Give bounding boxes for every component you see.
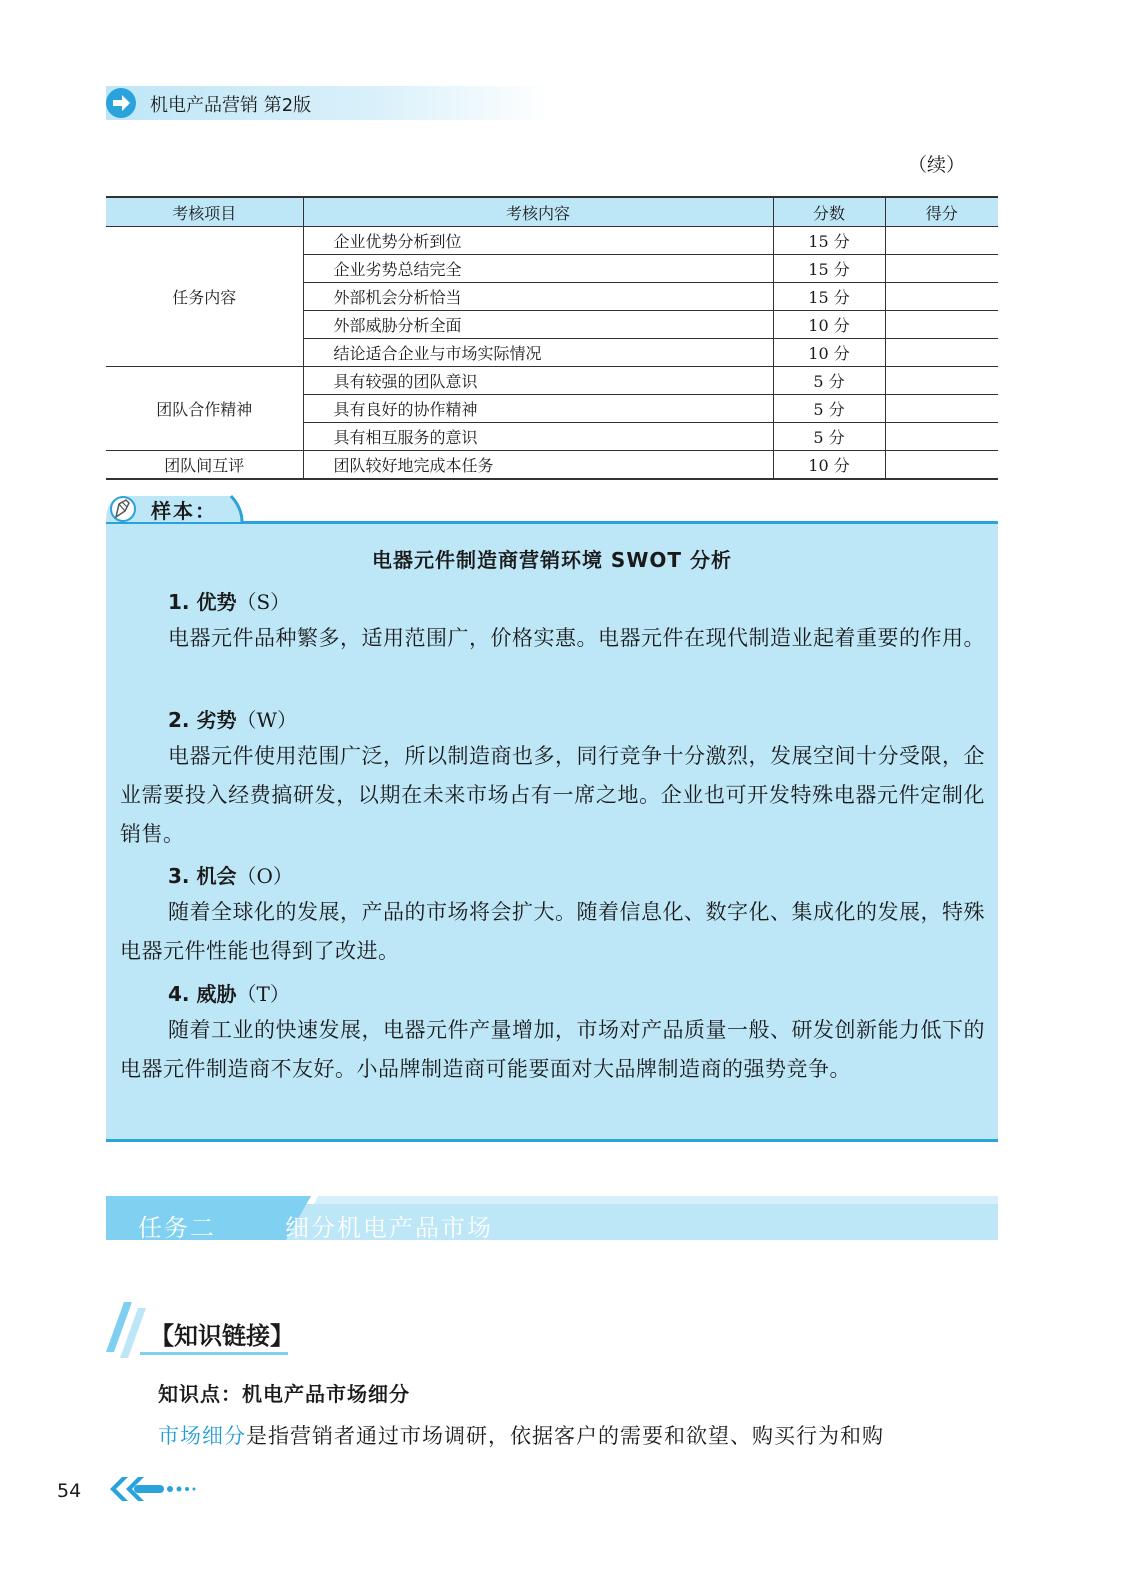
table-row <box>106 451 998 480</box>
running-header <box>106 86 551 120</box>
content-cell: 企业优势分析到位 <box>303 227 773 255</box>
result-cell <box>885 255 998 283</box>
table-row <box>106 367 998 395</box>
score-cell: 15 分 <box>773 227 885 255</box>
result-cell <box>885 311 998 339</box>
slash-decoration-icon <box>104 1300 149 1360</box>
result-cell <box>885 283 998 311</box>
score-cell: 10 分 <box>773 451 885 480</box>
knowledge-text: 是指营销者通过市场调研，依据客户的需要和欲望、购买行为和购 <box>246 1424 884 1448</box>
content-cell: 外部机会分析恰当 <box>303 283 773 311</box>
task-title: 细分机电产品市场 <box>285 1214 493 1242</box>
section-paragraph: 随着全球化的发展，产品的市场将会扩大。随着信息化、数字化、集成化的发展，特殊电器元件性能也得到了改进。 <box>120 900 985 963</box>
page-number: 54 <box>57 1480 82 1502</box>
section-heading: 3. 机会（O） <box>168 864 293 888</box>
category-cell: 任务内容 <box>106 227 303 367</box>
section-paragraph: 随着工业的快速发展，电器元件产量增加，市场对产品质量一般、研发创新能力低下的电器元件制造商不友好。小品牌制造商可能要面对大品牌制造商的强势竞争。 <box>120 1018 985 1081</box>
continued-label: （续） <box>908 154 966 176</box>
content-cell: 具有较强的团队意识 <box>303 367 773 395</box>
content-cell: 结论适合企业与市场实际情况 <box>303 339 773 367</box>
key-term: 市场细分 <box>158 1424 246 1448</box>
sample-title: 电器元件制造商营销环境 SWOT 分析 <box>371 548 733 572</box>
table-header-row <box>106 197 998 227</box>
section-heading: 1. 优势（S） <box>168 590 291 614</box>
knowledge-point: 知识点：机电产品市场细分 <box>158 1382 410 1406</box>
content-cell: 企业劣势总结完全 <box>303 255 773 283</box>
arrow-right-icon <box>106 88 136 118</box>
result-cell <box>885 227 998 255</box>
content-cell: 外部威胁分析全面 <box>303 311 773 339</box>
header-cell: 得分 <box>885 197 998 227</box>
section-paragraph: 电器元件品种繁多，适用范围广，价格实惠。电器元件在现代制造业起着重要的作用。 <box>168 626 985 650</box>
double-arrow-left-icon <box>108 1474 198 1504</box>
task-number: 任务二 <box>138 1214 216 1242</box>
category-cell: 团队合作精神 <box>106 367 303 451</box>
book-title: 机电产品营销 第2版 <box>150 95 312 116</box>
score-cell: 10 分 <box>773 311 885 339</box>
score-cell: 15 分 <box>773 283 885 311</box>
result-cell <box>885 339 998 367</box>
knowledge-paragraph <box>158 1420 884 1450</box>
result-cell <box>885 451 998 480</box>
sample-label: 样本： <box>151 499 217 523</box>
section-paragraph: 电器元件使用范围广泛，所以制造商也多，同行竞争十分激烈，发展空间十分受限，企业需要投入经费搞研发，以期在未来市场占有一席之地。企业也可开发特殊电器元件定制化销售。 <box>120 744 985 846</box>
header-cell: 分数 <box>773 197 885 227</box>
content-cell: 团队较好地完成本任务 <box>303 451 773 480</box>
table-row <box>106 227 998 255</box>
section-heading: 2. 劣势（W） <box>168 708 298 732</box>
score-table <box>106 196 998 480</box>
section-heading: 4. 威胁（T） <box>168 982 290 1006</box>
knowledge-link-title: 【知识链接】 <box>150 1322 294 1350</box>
category-cell: 团队间互评 <box>106 451 303 480</box>
content-cell: 具有相互服务的意识 <box>303 423 773 451</box>
content-cell: 具有良好的协作精神 <box>303 395 773 423</box>
score-cell: 5 分 <box>773 395 885 423</box>
score-cell: 5 分 <box>773 423 885 451</box>
score-cell: 10 分 <box>773 339 885 367</box>
result-cell <box>885 423 998 451</box>
sample-tab <box>106 494 246 522</box>
title-underline <box>140 1352 288 1355</box>
header-cell: 考核项目 <box>106 197 303 227</box>
score-cell: 15 分 <box>773 255 885 283</box>
task-banner <box>106 1196 998 1240</box>
result-cell <box>885 367 998 395</box>
header-cell: 考核内容 <box>303 197 773 227</box>
pencil-icon <box>113 498 133 520</box>
score-cell: 5 分 <box>773 367 885 395</box>
result-cell <box>885 395 998 423</box>
